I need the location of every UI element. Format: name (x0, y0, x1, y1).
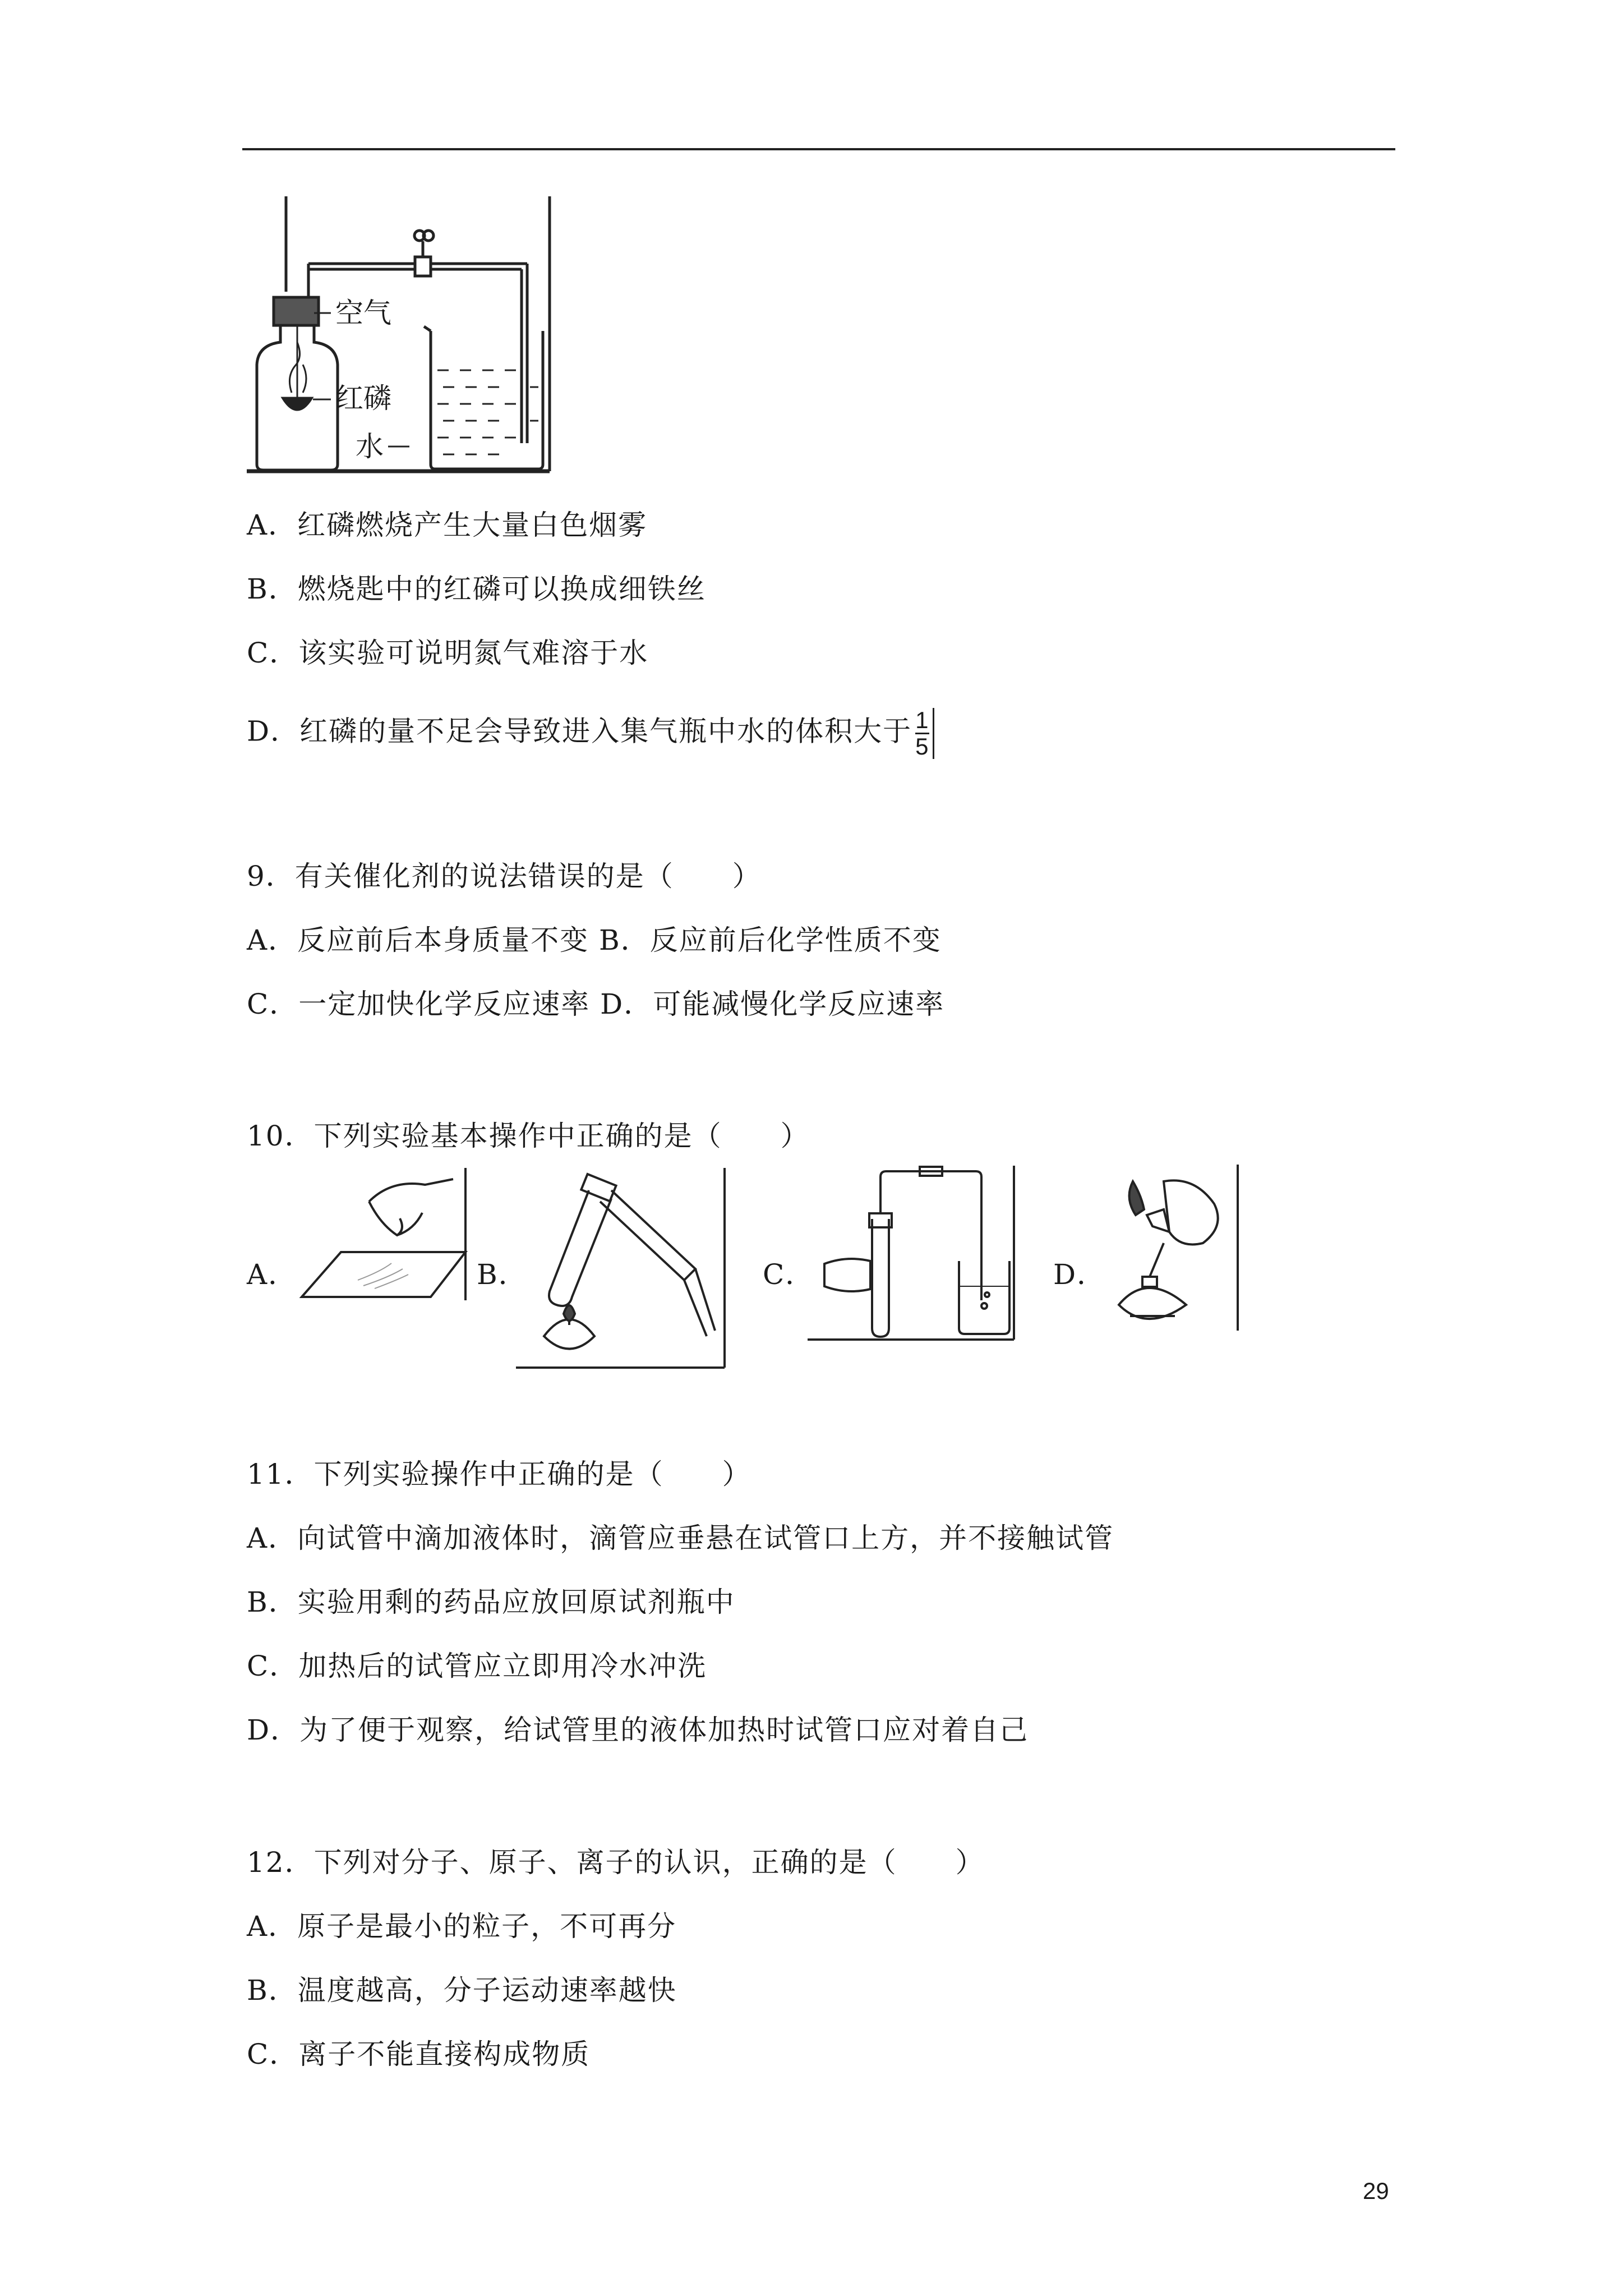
q8-option-c: C．该实验可说明氮气难溶于水 (247, 637, 649, 669)
label-red-phosphorus: 红磷 (335, 382, 391, 415)
q12-option-c: C．离子不能直接构成物质 (247, 2038, 591, 2070)
fraction-one-fifth (914, 708, 934, 759)
q10-option-c-label: C． (763, 1258, 815, 1291)
q12-option-a: A．原子是最小的粒子，不可再分 (247, 1910, 677, 1943)
q8-apparatus-figure (247, 196, 566, 477)
q10-figure-d-lighting-lamp (1096, 1165, 1242, 1333)
q10-figure-a-smelling (285, 1168, 470, 1303)
q9-options-cd: C．一定加快化学反应速率 D．可能减慢化学反应速率 (247, 988, 945, 1020)
page-number: 29 (1363, 2178, 1389, 2204)
q8-option-d (247, 708, 934, 759)
header-rule (242, 148, 1395, 150)
q10-option-d-label: D． (1053, 1258, 1106, 1291)
q11-option-a: A．向试管中滴加液体时，滴管应垂悬在试管口上方，并不接触试管 (247, 1522, 1114, 1554)
q8-option-d-text: D．红磷的量不足会导致进入集气瓶中水的体积大于 (247, 715, 912, 748)
q10-figure-c-airtightness (808, 1166, 1021, 1342)
q12-stem: 12．下列对分子、原子、离子的认识，正确的是（ ） (247, 1846, 985, 1879)
q10-stem: 10．下列实验基本操作中正确的是（ ） (247, 1120, 810, 1152)
q8-option-a: A．红磷燃烧产生大量白色烟雾 (247, 509, 648, 541)
q12-option-b: B．温度越高，分子运动速率越快 (247, 1974, 677, 2007)
fraction-denominator: 5 (915, 733, 930, 760)
q10-option-b-label: B． (477, 1258, 528, 1291)
q8-option-b: B．燃烧匙中的红磷可以换成细铁丝 (247, 573, 706, 605)
q11-option-b: B．实验用剩的药品应放回原试剂瓶中 (247, 1586, 735, 1618)
fraction-numerator: 1 (915, 707, 930, 733)
q11-option-d: D．为了便于观察，给试管里的液体加热时试管口应对着自己 (247, 1714, 1029, 1746)
q10-option-a-label: A． (247, 1258, 298, 1291)
q9-stem: 9．有关催化剂的说法错误的是（ ） (247, 860, 762, 892)
q10-figure-b-heating-tube (516, 1168, 729, 1370)
q11-option-c: C．加热后的试管应立即用冷水冲洗 (247, 1650, 707, 1682)
q9-options-ab: A．反应前后本身质量不变 B．反应前后化学性质不变 (247, 924, 942, 956)
q11-stem: 11．下列实验操作中正确的是（ ） (247, 1458, 751, 1490)
label-air: 空气 (335, 297, 391, 329)
label-water: 水 (356, 430, 384, 463)
